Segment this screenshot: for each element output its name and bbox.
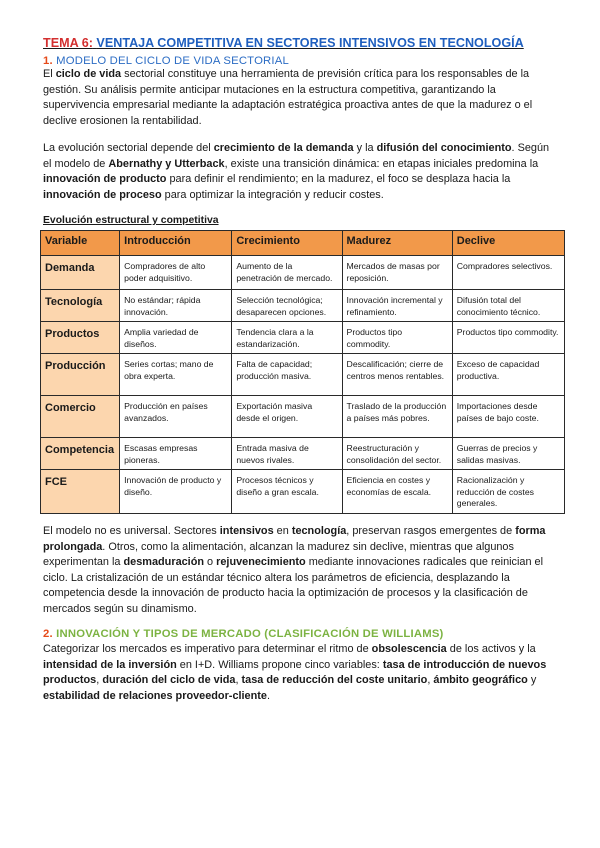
table-cell: No estándar; rápida innovación. bbox=[120, 290, 232, 322]
table-cell: Series cortas; mano de obra experta. bbox=[120, 354, 232, 396]
table-cell: Reestructuración y consolidación del sector. bbox=[342, 438, 452, 470]
paragraph-2: La evolución sectorial depende del crecimiento de la demanda y la difusión del conocimiento. Según el modelo de Abernathy y Utterback, existe una transición dinámica: en etapas iniciales predomina la innovación de producto para definir el rendimiento; en la madurez, el foco se desplaza hacia la innovación de proceso para optimizar la integración y reducir costes. bbox=[43, 142, 550, 201]
row-variable: Tecnología bbox=[41, 290, 120, 322]
table-cell: Tendencia clara a la estandarización. bbox=[232, 322, 342, 354]
table-row bbox=[41, 438, 565, 470]
table-header: Declive bbox=[452, 231, 564, 256]
table-cell: Entrada masiva de nuevos rivales. bbox=[232, 438, 342, 470]
table-cell: Falta de capacidad; producción masiva. bbox=[232, 354, 342, 396]
table-cell: Producción en países avanzados. bbox=[120, 396, 232, 438]
table-caption: Evolución estructural y competitiva bbox=[43, 215, 219, 226]
section-1-number: 1. bbox=[43, 55, 53, 67]
table-row bbox=[41, 396, 565, 438]
section-2-number: 2. bbox=[43, 628, 53, 640]
paragraph-3: El modelo no es universal. Sectores intensivos en tecnología, preservan rasgos emergentes de forma prolongada. Otros, como la alimentación, alcanzan la madurez sin declive, mientras que algunos experimentan la desmaduración o rejuvenecimiento mediante innovaciones radicales que reinician el ciclo. La cristalización de un estándar técnico altera los parámetros de eficiencia, desplazando la competencia desde la innovación de producto hacia la optimización de procesos y la clasificación de mercados según su dinamismo. bbox=[43, 525, 546, 615]
table-header: Crecimiento bbox=[232, 231, 342, 256]
row-variable: FCE bbox=[41, 470, 120, 514]
table-cell: Difusión total del conocimiento técnico. bbox=[452, 290, 564, 322]
row-variable: Competencia bbox=[41, 438, 120, 470]
table-cell: Mercados de masas por reposición. bbox=[342, 256, 452, 290]
row-variable: Productos bbox=[41, 322, 120, 354]
table-cell: Exceso de capacidad productiva. bbox=[452, 354, 564, 396]
table-row bbox=[41, 322, 565, 354]
paragraph-1: El ciclo de vida sectorial constituye una herramienta de previsión crítica para los responsables de la gestión. Su análisis permite anticipar mutaciones en la estructura competitiva, garantizando la supervivencia empresarial mediante la adaptación estratégica proactiva antes de que la madurez o el declive erosionen la rentabilidad. bbox=[43, 68, 533, 127]
table-cell: Descalificación; cierre de centros menos rentables. bbox=[342, 354, 452, 396]
row-variable: Demanda bbox=[41, 256, 120, 290]
table-cell: Innovación de producto y diseño. bbox=[120, 470, 232, 514]
table-cell: Eficiencia en costes y economías de escala. bbox=[342, 470, 452, 514]
section-2-heading bbox=[43, 628, 444, 640]
table-cell: Racionalización y reducción de costes generales. bbox=[452, 470, 564, 514]
table-cell: Traslado de la producción a países más pobres. bbox=[342, 396, 452, 438]
title-label: TEMA 6: bbox=[43, 36, 93, 50]
table-cell: Procesos técnicos y diseño a gran escala. bbox=[232, 470, 342, 514]
table-cell: Importaciones desde países de bajo coste. bbox=[452, 396, 564, 438]
section-1-title: MODELO DEL CICLO DE VIDA SECTORIAL bbox=[56, 55, 289, 67]
table-row bbox=[41, 354, 565, 396]
table-header: Introducción bbox=[120, 231, 232, 256]
table-header: Madurez bbox=[342, 231, 452, 256]
section-2-title: INNOVACIÓN Y TIPOS DE MERCADO (CLASIFICACIÓN DE WILLIAMS) bbox=[56, 628, 444, 640]
table-cell: Guerras de precios y salidas masivas. bbox=[452, 438, 564, 470]
row-variable: Producción bbox=[41, 354, 120, 396]
table-cell: Productos tipo commodity. bbox=[342, 322, 452, 354]
section-1-heading bbox=[43, 55, 289, 67]
table-cell: Compradores de alto poder adquisitivo. bbox=[120, 256, 232, 290]
table-cell: Innovación incremental y refinamiento. bbox=[342, 290, 452, 322]
table-cell: Compradores selectivos. bbox=[452, 256, 564, 290]
table-cell: Exportación masiva desde el origen. bbox=[232, 396, 342, 438]
table-header: Variable bbox=[41, 231, 120, 256]
table-row bbox=[41, 470, 565, 514]
table-row bbox=[41, 256, 565, 290]
table-cell: Aumento de la penetración de mercado. bbox=[232, 256, 342, 290]
evolution-table bbox=[40, 230, 565, 514]
table-cell: Productos tipo commodity. bbox=[452, 322, 564, 354]
table-row bbox=[41, 290, 565, 322]
table-cell: Amplia variedad de diseños. bbox=[120, 322, 232, 354]
table-cell: Selección tecnológica; desaparecen opciones. bbox=[232, 290, 342, 322]
row-variable: Comercio bbox=[41, 396, 120, 438]
table-header-row bbox=[41, 231, 565, 256]
page-title bbox=[43, 36, 524, 50]
table-cell: Escasas empresas pioneras. bbox=[120, 438, 232, 470]
paragraph-4: Categorizar los mercados es imperativo para determinar el ritmo de obsolescencia de los activos y la intensidad de la inversión en I+D. Williams propone cinco variables: tasa de introducción de nuevos productos, duración del ciclo de vida, tasa de reducción del coste unitario, ámbito geográfico y estabilidad de relaciones proveedor-cliente. bbox=[43, 643, 547, 702]
title-text: VENTAJA COMPETITIVA EN SECTORES INTENSIVOS EN TECNOLOGÍA bbox=[96, 36, 524, 50]
